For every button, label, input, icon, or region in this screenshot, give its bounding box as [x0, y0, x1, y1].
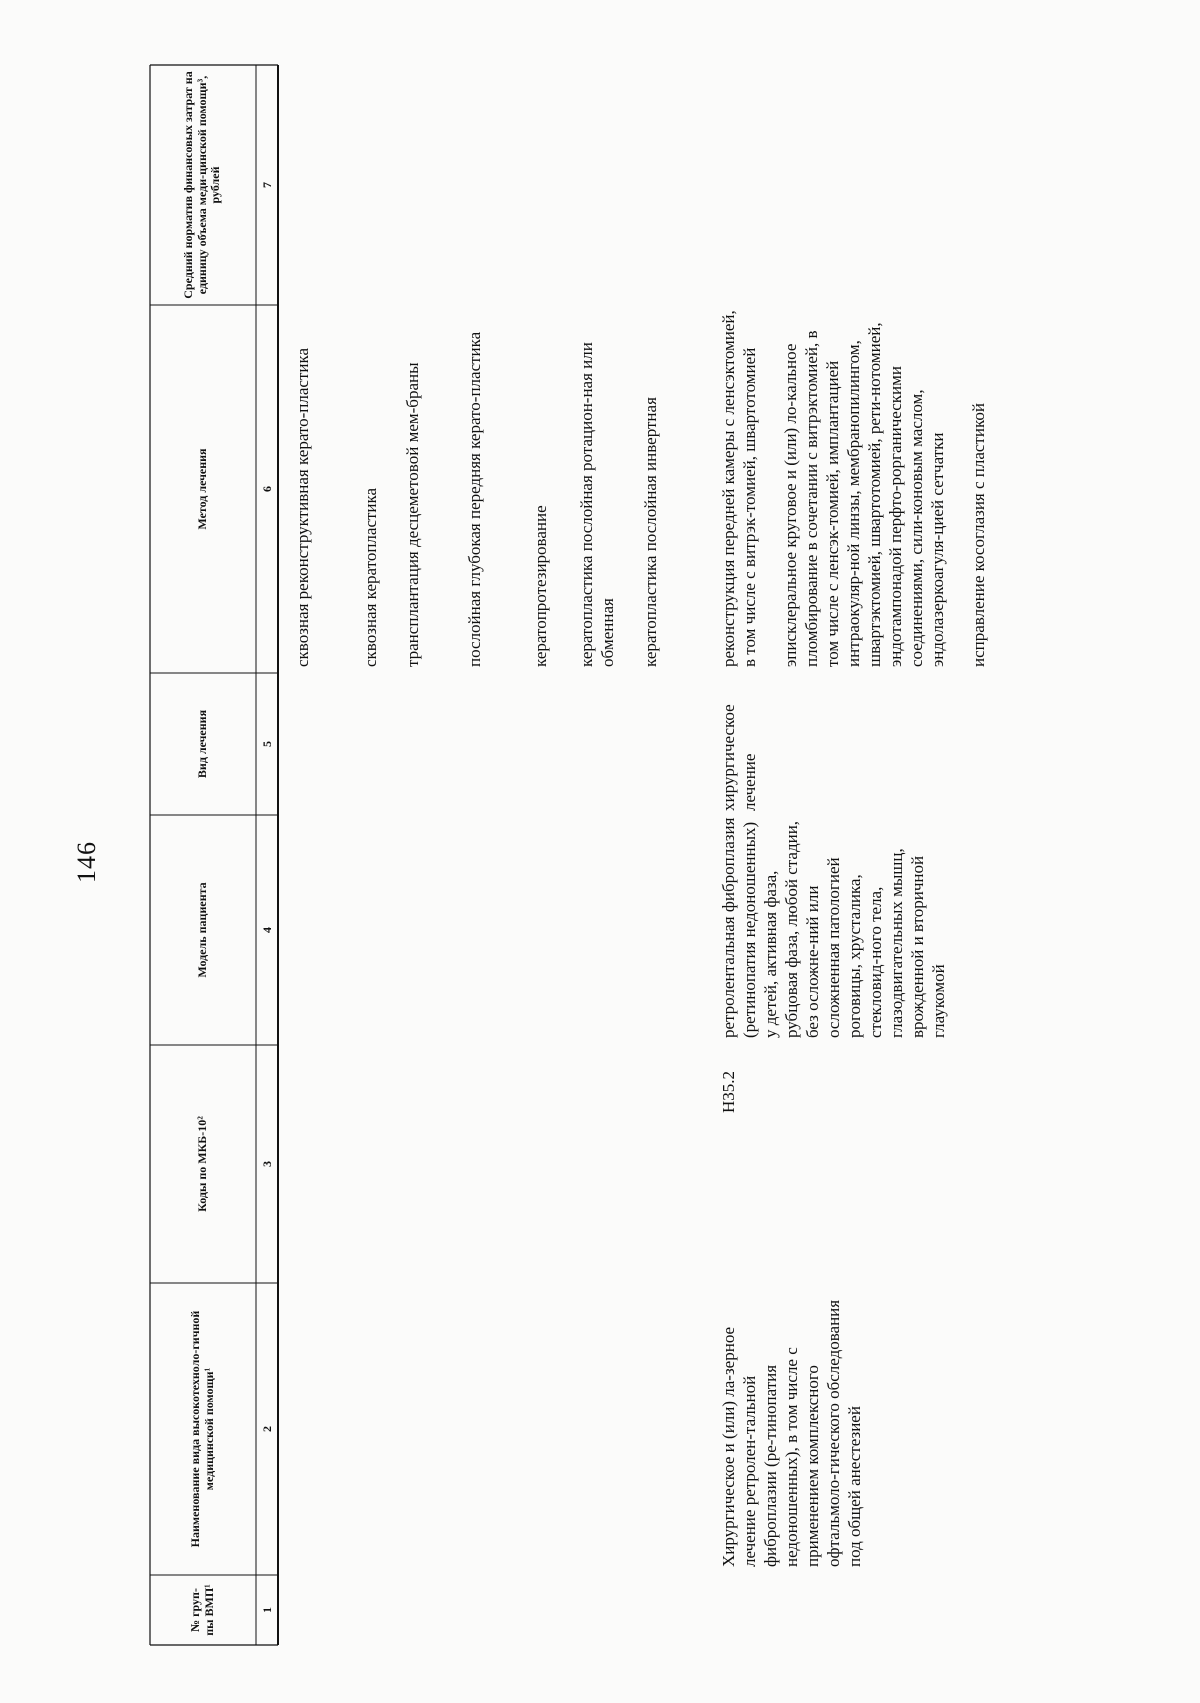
col-number-6: 6: [259, 486, 274, 492]
method-item: сквозная кератопластика: [361, 487, 380, 667]
method-cell: [718, 307, 989, 667]
page-number: 146: [72, 841, 101, 883]
col-number-3: 3: [259, 1161, 274, 1167]
header-col-group: № груп-пы ВМП¹: [187, 1584, 216, 1636]
continued-method-list: [292, 307, 668, 667]
method-item: трансплантация десцеметовой мем-браны: [403, 362, 422, 667]
method-item: реконструкция передней камеры с ленсэктомией, в том числе с витрэк-томией, швартотомией: [719, 310, 759, 667]
vmp-name-cell: Хирургическое и (или) ла-зерное лечение ретролен-тальной фиброплазии (ре-тинопатия недоношенных), в том числе с применением комплексного офтальмоло-гического обследования под общей анестезией: [719, 1299, 864, 1567]
col-number-4: 4: [259, 927, 274, 933]
header-col-treatment-type: Вид лечения: [194, 709, 209, 779]
method-item: кератопротезирование: [531, 505, 550, 667]
icd-code-cell: H35.2: [719, 1070, 738, 1113]
method-item: исправление косоглазия с пластикой: [969, 403, 988, 667]
header-col-name: Наименование вида высокотехноло-гичной медицинской помощи¹: [187, 1310, 216, 1548]
method-item: послойная глубокая передняя керато-пластика: [465, 331, 484, 667]
col-number-5: 5: [259, 741, 274, 747]
col-number-1: 1: [259, 1607, 274, 1613]
method-item: сквозная реконструктивная керато-пластика: [293, 347, 312, 667]
col-number-7: 7: [259, 182, 274, 188]
method-item: эписклеральное круговое и (или) ло-кальное пломбирование в сочетании с витрэктомией, в том числе с ленсэк-томией, имплантацией интраокуляр-ной линзы, мембранопилингом, швартэктомией, швартотомией, рети-нотомией, эндотампонадой перфто-рорганическими соединениями, сили-коновым маслом, эндолазеркоагуля-цией сетчатки: [781, 322, 947, 667]
method-item: кератопластика послойная ротацион-ная или обменная: [577, 342, 617, 667]
header-col-cost: Средний норматив финансовых затрат на единицу объема меди-цинской помощи³, рублей: [180, 71, 223, 299]
method-item: кератопластика послойная инвертная: [641, 397, 660, 667]
header-col-model: Модель пациента: [194, 882, 209, 978]
patient-model-cell: ретролентальная фиброплазия (ретинопатия недоношенных) у детей, активная фаза, рубцовая фаза, любой стадии, без осложне-ний или осложненная патологией роговицы, хрусталика, стекловид-ного тела, глазодвигательных мышц, врожденной и вторичной глаукомой: [719, 817, 948, 1038]
treatment-type-cell: хирургическое лечение: [719, 704, 759, 811]
col-number-2: 2: [259, 1426, 274, 1432]
header-col-codes: Коды по МКБ-10²: [194, 1116, 209, 1212]
header-col-method: Метод лечения: [194, 448, 209, 530]
